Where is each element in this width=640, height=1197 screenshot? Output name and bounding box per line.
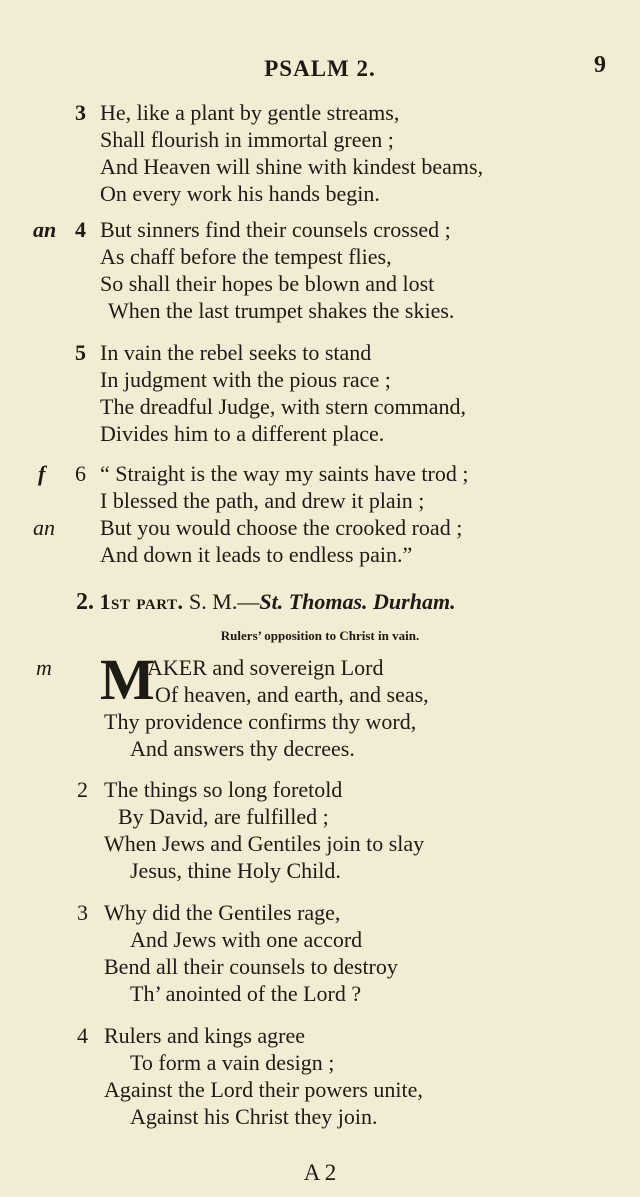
section-heading (76, 588, 456, 616)
verse-line: On every work his hands begin. (100, 181, 380, 206)
section-tunes: St. Thomas. Durham. (259, 589, 456, 614)
verse-line: Of heaven, and earth, and seas, (155, 682, 429, 707)
verse-line: In vain the rebel seeks to stand (100, 340, 372, 365)
running-title: PSALM 2. (264, 56, 376, 81)
verse-line: To form a vain design ; (130, 1050, 335, 1075)
verse-line: He, like a plant by gentle streams, (100, 100, 400, 125)
stanza-number: 3 (77, 900, 88, 925)
verse-line: But sinners find their counsels crossed ; (100, 217, 451, 242)
verse-line: AKER and sovereign Lord (147, 655, 384, 680)
dynamic-mark: m (36, 655, 52, 680)
dynamic-mark: an (33, 515, 55, 540)
verse-line: Thy providence confirms thy word, (104, 709, 417, 734)
verse-line: I blessed the path, and drew it plain ; (100, 488, 425, 513)
stanza-number: 5 (75, 340, 86, 365)
verse-line: Jesus, thine Holy Child. (130, 858, 341, 883)
verse-line: Divides him to a different place. (100, 421, 385, 446)
dynamic-mark: f (38, 461, 46, 486)
drop-cap: M (100, 647, 155, 712)
stanza-number: 3 (75, 100, 86, 125)
verse-line: The things so long foretold (104, 777, 343, 802)
dynamic-mark: an (33, 217, 57, 242)
verse-line: Against the Lord their powers unite, (104, 1077, 423, 1102)
stanza-number: 2 (77, 777, 88, 802)
verse-line: And down it leads to endless pain.” (100, 542, 413, 567)
verse-line: The dreadful Judge, with stern command, (100, 394, 466, 419)
signature-mark: A 2 (303, 1160, 337, 1185)
verse-line: Bend all their counsels to destroy (104, 954, 398, 979)
verse-line: As chaff before the tempest flies, (100, 244, 392, 269)
verse-line: When Jews and Gentiles join to slay (104, 831, 425, 856)
stanza-number: 6 (75, 461, 86, 486)
verse-line: Rulers and kings agree (104, 1023, 305, 1048)
page-number: 9 (594, 52, 606, 78)
section-meter: S. M.— (189, 589, 260, 614)
hymn-subtitle: Rulers’ opposition to Christ in vain. (220, 628, 420, 643)
verse-line: And Jews with one accord (130, 927, 363, 952)
stanza-number: 4 (75, 217, 86, 242)
verse-line: Why did the Gentiles rage, (104, 900, 341, 925)
verse-line: In judgment with the pious race ; (100, 367, 391, 392)
verse-line: Th’ anointed of the Lord ? (130, 981, 362, 1006)
verse-line: So shall their hopes be blown and lost (100, 271, 435, 296)
section-part: 1st part. (99, 589, 184, 614)
verse-line: Shall flourish in immortal green ; (100, 127, 394, 152)
verse-line: Against his Christ they join. (130, 1104, 378, 1129)
section-number: 2. (76, 589, 94, 615)
verse-line: But you would choose the crooked road ; (100, 515, 463, 540)
verse-line: “ Straight is the way my saints have trod ; (100, 461, 469, 486)
page-header (0, 52, 640, 86)
verse-line: And answers thy decrees. (130, 736, 355, 761)
verse-line: And Heaven will shine with kindest beams, (100, 154, 484, 179)
verse-line: When the last trumpet shakes the skies. (108, 298, 455, 323)
verse-line: By David, are fulfilled ; (118, 804, 329, 829)
stanza-number: 4 (77, 1023, 88, 1048)
